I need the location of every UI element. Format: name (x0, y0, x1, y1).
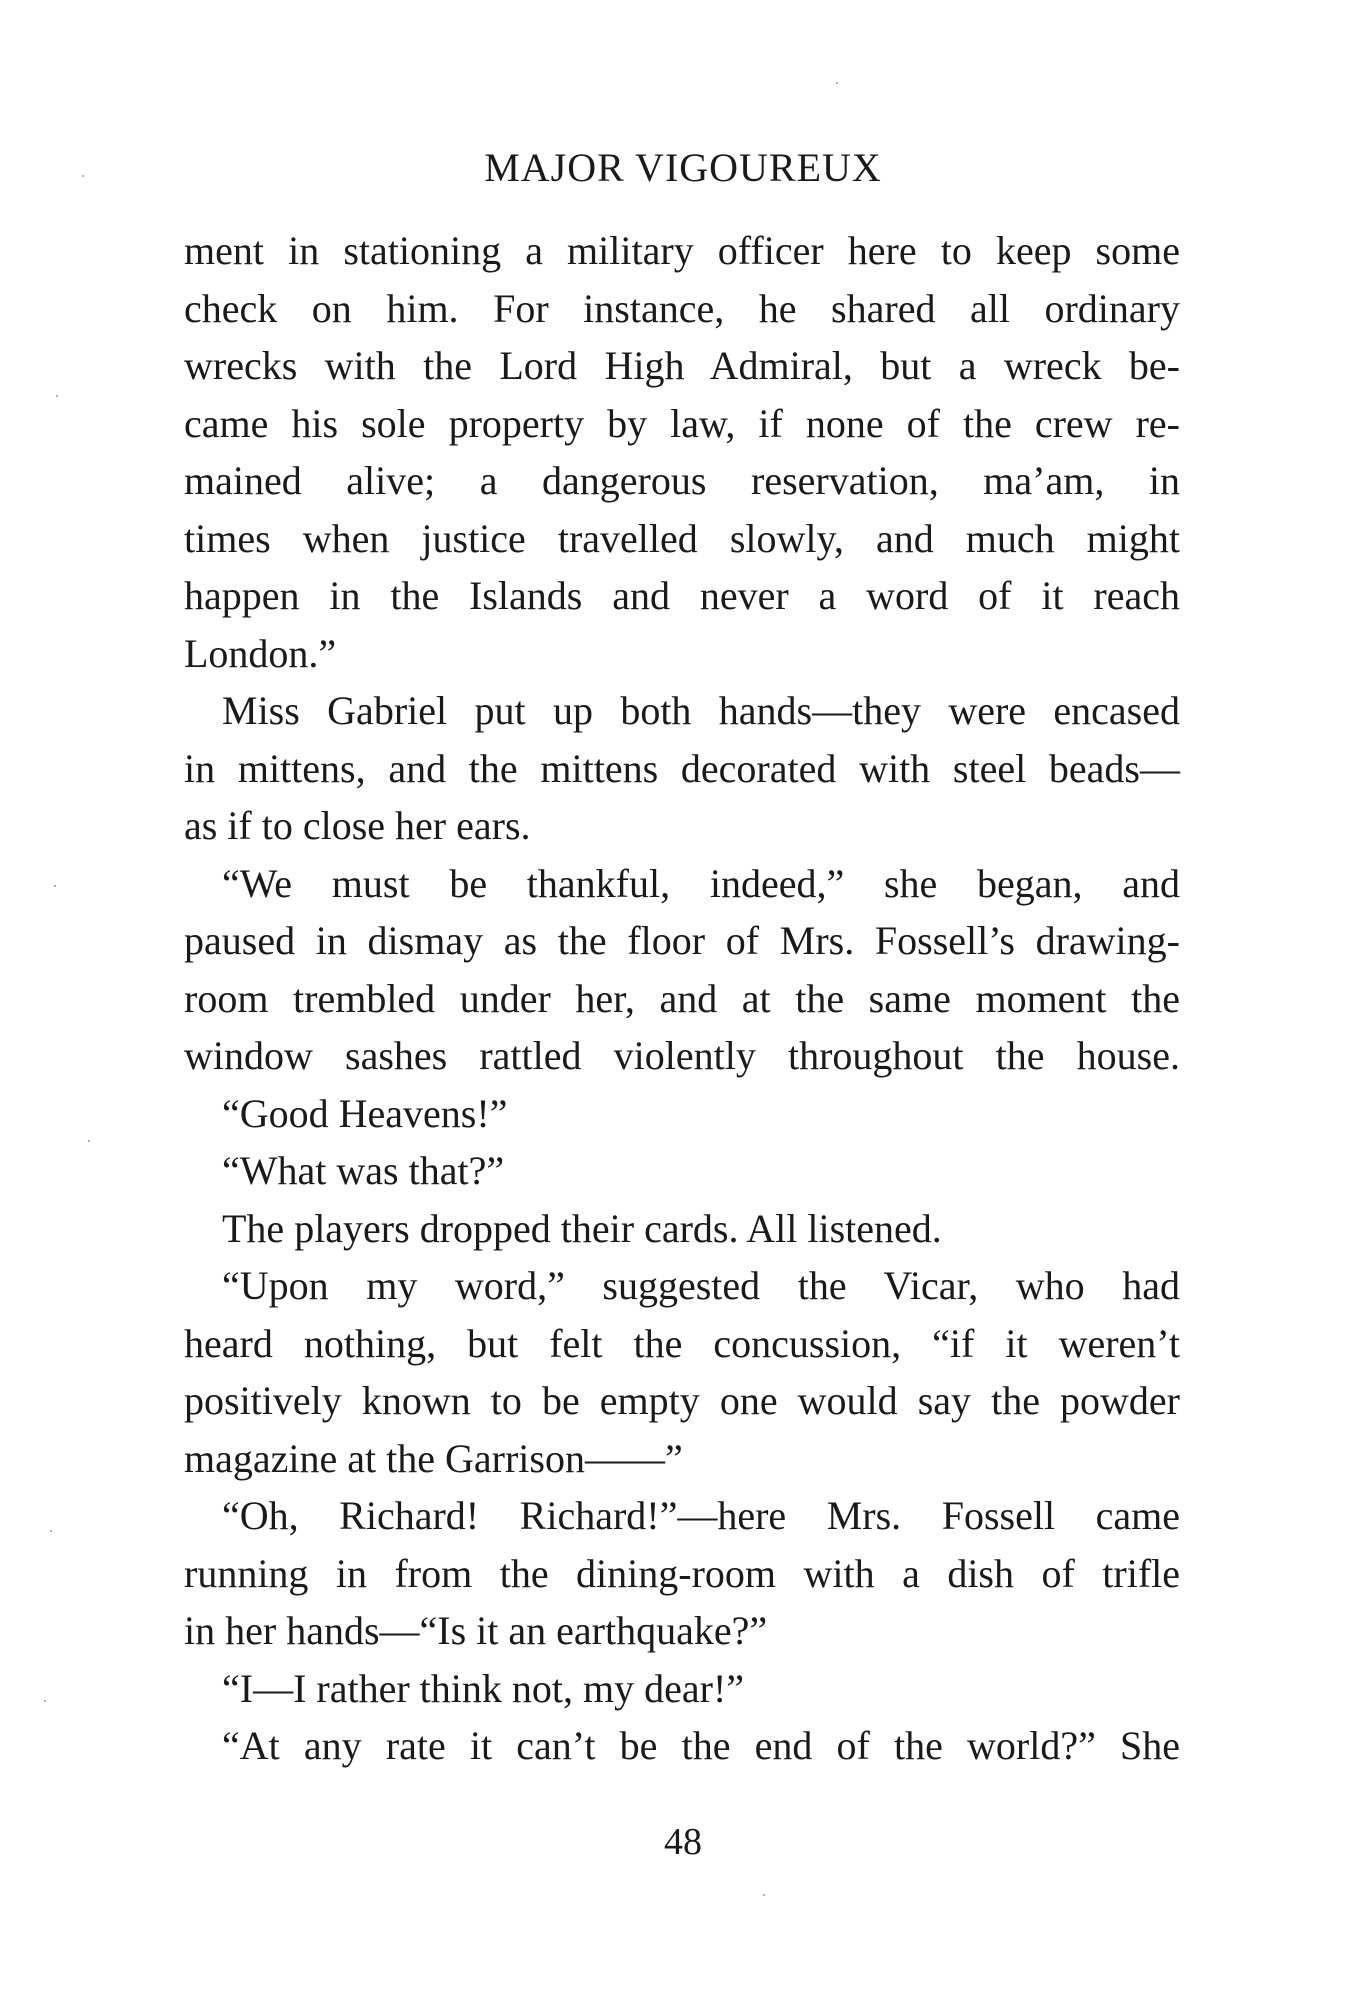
text-line: window sashes rattled violently throughout the house. (184, 1033, 1180, 1078)
text-line: in her hands—“Is it an earthquake?” (184, 1608, 768, 1653)
text-line: “I—I rather think not, my dear!” (222, 1665, 745, 1711)
text-line: ment in stationing a military officer here to keep some (184, 228, 1180, 273)
scan-speck (56, 395, 58, 397)
text-line: check on him. For instance, he shared all ordinary (184, 285, 1180, 331)
running-head-title: MAJOR VIGOUREUX (484, 145, 882, 190)
text-line: “Upon my word,” suggested the Vicar, who had (222, 1263, 1180, 1308)
scan-speck (88, 1140, 90, 1142)
text-line: paused in dismay as the floor of Mrs. Fossell’s drawing- (184, 918, 1180, 963)
text-line: room trembled under her, and at the same moment the (184, 975, 1180, 1021)
text-line: London.” (184, 630, 337, 676)
text-line: heard nothing, but felt the concussion, “if it weren’t (184, 1320, 1180, 1366)
scan-speck (82, 175, 84, 177)
text-line: “Good Heavens!” (222, 1090, 508, 1136)
text-line: times when justice travelled slowly, and much might (184, 515, 1180, 561)
scan-speck (44, 1700, 46, 1702)
text-line: magazine at the Garrison——” (184, 1435, 683, 1481)
text-line: “What was that?” (222, 1148, 505, 1193)
scan-speck (50, 1530, 52, 1532)
text-line: mained alive; a dangerous reservation, ma’am, in (184, 458, 1180, 503)
text-line: “We must be thankful, indeed,” she began, and (222, 860, 1180, 906)
text-line: Miss Gabriel put up both hands—they were encased (222, 688, 1180, 733)
text-line: positively known to be empty one would say the powder (184, 1378, 1180, 1423)
text-line: The players dropped their cards. All listened. (222, 1205, 942, 1251)
page-number: 48 (664, 1821, 702, 1863)
scan-speck (836, 82, 838, 84)
text-line: “Oh, Richard! Richard!”—here Mrs. Fossell came (222, 1493, 1180, 1538)
text-line: wrecks with the Lord High Admiral, but a wreck be- (184, 343, 1180, 388)
text-line: running in from the dining-room with a dish of trifle (184, 1550, 1180, 1596)
text-line: as if to close her ears. (184, 803, 531, 848)
text-line: in mittens, and the mittens decorated with steel beads— (184, 745, 1180, 791)
body-text (184, 222, 1180, 1775)
text-line: “At any rate it can’t be the end of the world?” She (222, 1723, 1180, 1768)
scan-speck (763, 1894, 765, 1896)
scan-speck (54, 885, 56, 887)
text-line: happen in the Islands and never a word of it reach (184, 573, 1180, 618)
text-line: came his sole property by law, if none of the crew re- (184, 400, 1180, 446)
